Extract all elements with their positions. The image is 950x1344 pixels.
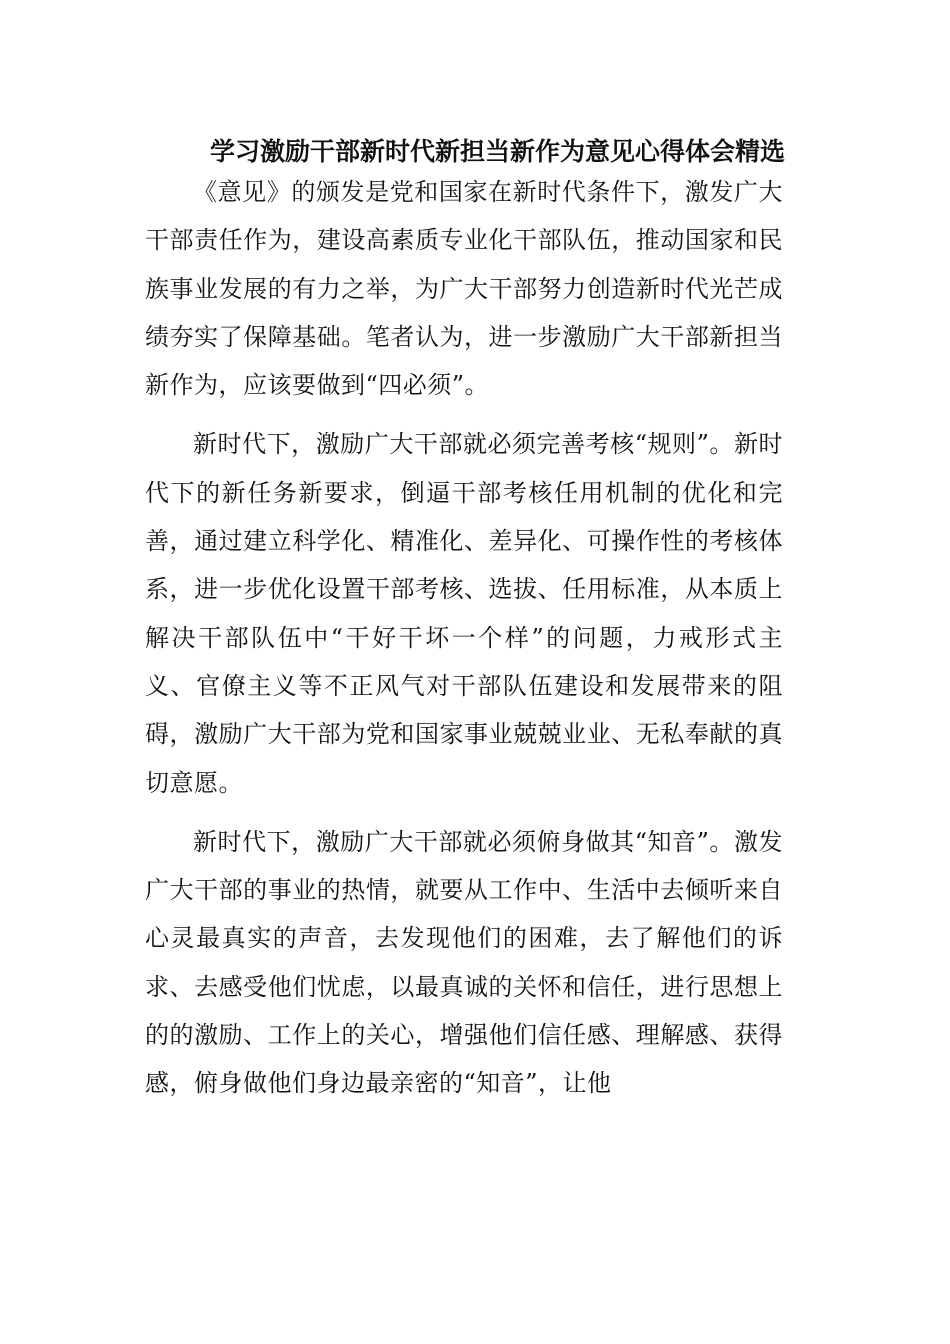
document-body bbox=[145, 168, 783, 1119]
paragraph-1: 《意见》的颁发是党和国家在新时代条件下，激发广大干部责任作为，建设高素质专业化干部队伍，推动国家和民族事业发展的有力之举，为广大干部努力创造新时代光芒成绩夯实了保障基础。笔者认为，进一步激励广大干部新担当新作为，应该要做到“四必须”。 bbox=[145, 178, 783, 400]
document-title: 学习激励干部新时代新担当新作为意见心得体会精选 bbox=[209, 137, 785, 166]
paragraph-2: 新时代下，激励广大干部就必须完善考核“规则”。新时代下的新任务新要求，倒逼干部考核任用机制的优化和完善，通过建立科学化、精准化、差异化、可操作性的考核体系，进一步优化设置干部考核、选拔、任用标准，从本质上解决干部队伍中“干好干坏一个样”的问题，力戒形式主义、官僚主义等不正风气对干部队伍建设和发展带来的阻碍，激励广大干部为党和国家事业兢兢业业、无私奉献的真切意愿。 bbox=[145, 430, 783, 797]
paragraph-3: 新时代下，激励广大干部就必须俯身做其“知音”。激发广大干部的事业的热情，就要从工作中、生活中去倾听来自心灵最真实的声音，去发现他们的困难，去了解他们的诉求、去感受他们忧虑，以最真诚的关怀和信任，进行思想上的的激励、工作上的关心，增强他们信任感、理解感、获得感，俯身做他们身边最亲密的“知音”，让他 bbox=[145, 827, 783, 1098]
